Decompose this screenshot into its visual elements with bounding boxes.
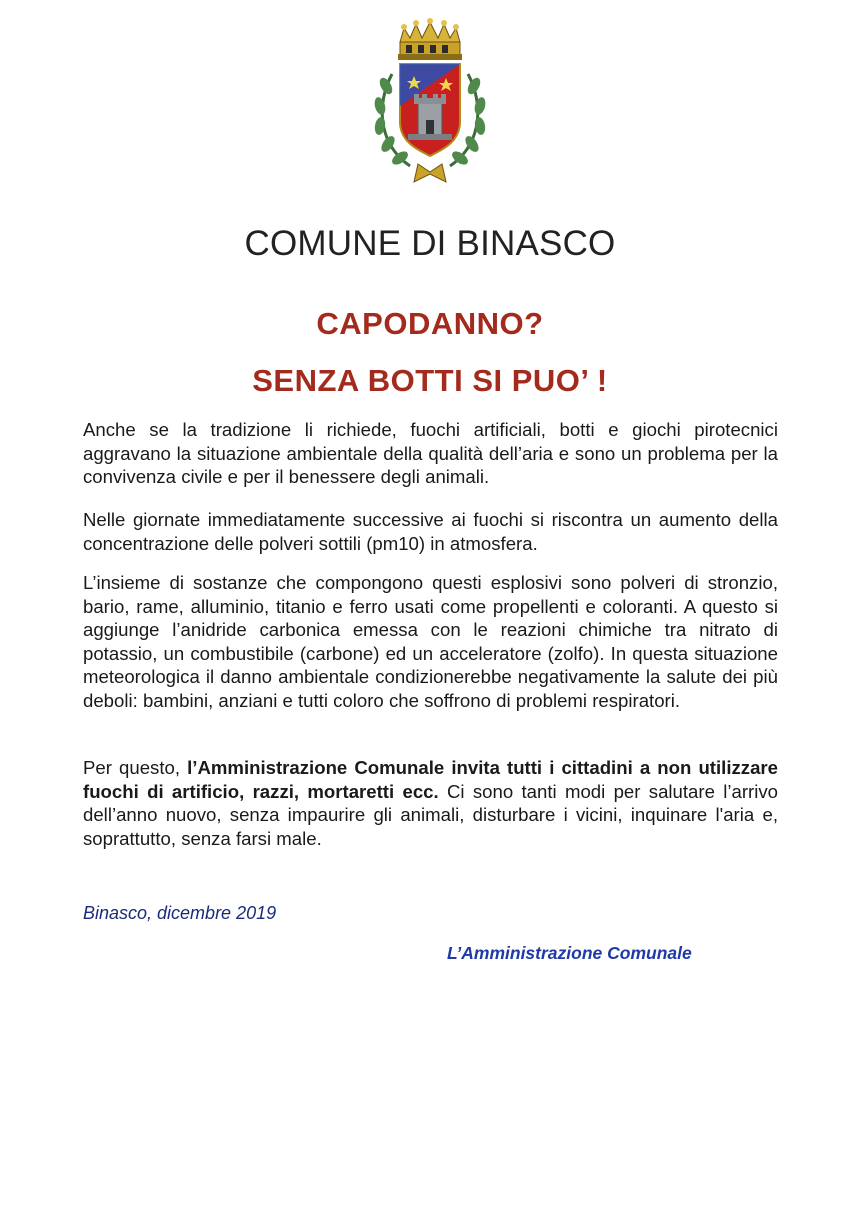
appeal-lead: Per questo, — [83, 757, 188, 778]
signature: L’Amministrazione Comunale — [447, 943, 692, 963]
crown-icon — [398, 18, 462, 60]
appeal-bold: l’Amministrazione Comunale invita tutti i cittadini a non utilizzare fuochi di artificio, razzi, mortaretti ecc. — [83, 757, 778, 802]
paragraph-pm10: Nelle giornate immediatamente successive ai fuochi si riscontra un aumento della concentrazione delle polveri sottili (pm10) in atmosfera. — [83, 509, 778, 554]
shield-icon — [400, 64, 460, 156]
paragraph-substances: L’insieme di sostanze che compongono questi esplosivi sono polveri di stronzio, bario, rame, alluminio, titanio e ferro usati come propellenti e coloranti. A questo si aggiunge l’anidride carbonica emessa con le reazioni chimiche tra nitrato di potassio, un combustibile (carbone) ed un acceleratore (zolfo). In questa situazione meteorologica il danno ambientale condizionerebbe negativamente la salute dei più deboli: bambini, anziani e tutti coloro che soffrono di problemi respiratori. — [83, 572, 778, 711]
paragraph-tradition: Anche se la tradizione li richiede, fuochi artificiali, botti e giochi pirotecnici aggravano la situazione ambientale della qualità dell’aria e sono un problema per la convivenza civile e per il benessere degli animali. — [83, 419, 778, 487]
paragraph-appeal — [83, 756, 778, 850]
appeal-tail: Ci sono tanti modi per salutare l’arrivo dell’anno nuovo, senza impaurire gli animali, disturbare i vicini, inquinare l'aria e, soprattutto, senza farsi male. — [83, 780, 779, 849]
headline-statement: SENZA BOTTI SI PUO’ ! — [252, 363, 608, 398]
municipality-title: COMUNE DI BINASCO — [244, 224, 616, 263]
headline-question: CAPODANNO? — [316, 306, 544, 341]
coat-of-arms-icon — [362, 14, 498, 186]
document-date: Binasco, dicembre 2019 — [83, 903, 277, 923]
